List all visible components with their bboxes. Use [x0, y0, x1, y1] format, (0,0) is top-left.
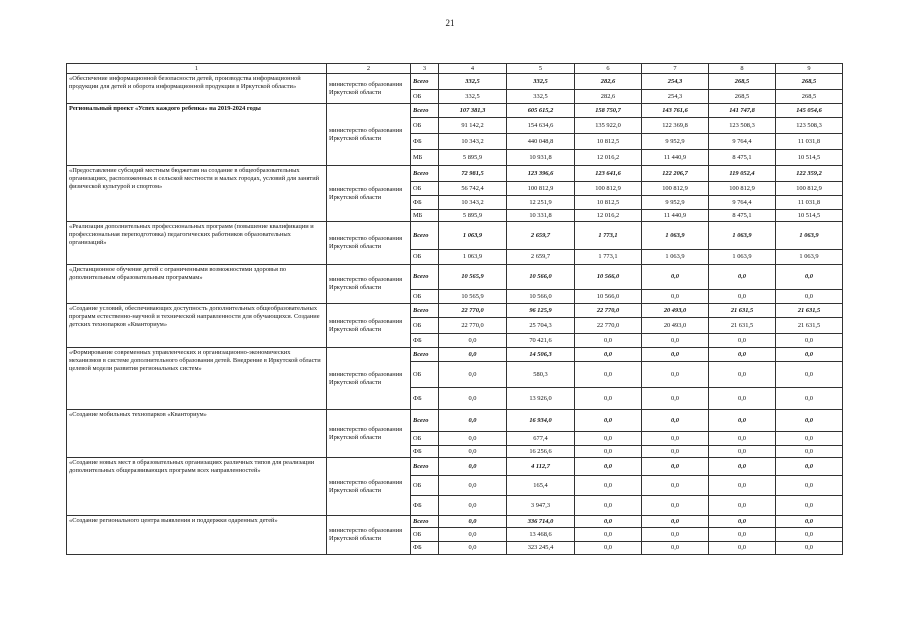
funding-source-cell: Всего [411, 166, 439, 182]
amount-cell: 9 764,4 [709, 196, 776, 210]
funding-source-cell: МБ [411, 210, 439, 222]
funding-source-cell: ФБ [411, 134, 439, 150]
amount-cell: 1 773,1 [575, 222, 642, 250]
amount-cell: 0,0 [439, 388, 507, 410]
amount-cell: 0,0 [776, 388, 843, 410]
amount-cell: 11 440,9 [642, 150, 709, 166]
amount-cell: 0,0 [439, 432, 507, 446]
executor-cell: министерство образования Иркутской области [327, 74, 411, 104]
amount-cell: 0,0 [709, 476, 776, 496]
amount-cell: 16 934,0 [507, 410, 575, 432]
amount-cell: 122 359,2 [776, 166, 843, 182]
amount-cell: 21 631,5 [776, 304, 843, 318]
funding-source-cell: Всего [411, 516, 439, 528]
amount-cell: 0,0 [709, 432, 776, 446]
amount-cell: 8 475,1 [709, 210, 776, 222]
program-name-cell: «Создание мобильных технопарков «Кванториум» [67, 410, 327, 458]
amount-cell: 0,0 [776, 290, 843, 304]
amount-cell: 0,0 [776, 528, 843, 542]
amount-cell: 4 112,7 [507, 458, 575, 476]
amount-cell: 0,0 [776, 446, 843, 458]
funding-source-cell: ФБ [411, 542, 439, 555]
amount-cell: 119 052,4 [709, 166, 776, 182]
amount-cell: 70 421,6 [507, 334, 575, 348]
amount-cell: 0,0 [575, 388, 642, 410]
amount-cell: 0,0 [439, 516, 507, 528]
amount-cell: 440 048,8 [507, 134, 575, 150]
amount-cell: 0,0 [709, 458, 776, 476]
amount-cell: 0,0 [575, 516, 642, 528]
amount-cell: 0,0 [439, 542, 507, 555]
amount-cell: 143 761,6 [642, 104, 709, 118]
funding-source-cell: Всего [411, 222, 439, 250]
amount-cell: 91 142,2 [439, 118, 507, 134]
amount-cell: 10 514,5 [776, 150, 843, 166]
amount-cell: 0,0 [776, 476, 843, 496]
executor-cell: министерство образования Иркутской области [327, 166, 411, 222]
column-header: 4 [439, 64, 507, 74]
amount-cell: 0,0 [439, 458, 507, 476]
funding-source-cell: Всего [411, 410, 439, 432]
amount-cell: 12 016,2 [575, 210, 642, 222]
amount-cell: 0,0 [776, 362, 843, 388]
funding-source-cell: ФБ [411, 196, 439, 210]
funding-source-cell: Всего [411, 265, 439, 290]
column-header: 6 [575, 64, 642, 74]
amount-cell: 21 631,5 [776, 318, 843, 334]
amount-cell: 0,0 [709, 388, 776, 410]
amount-cell: 1 063,9 [642, 250, 709, 265]
funding-source-cell: ОБ [411, 528, 439, 542]
amount-cell: 10 514,5 [776, 210, 843, 222]
amount-cell: 0,0 [642, 334, 709, 348]
amount-cell: 0,0 [642, 476, 709, 496]
amount-cell: 0,0 [439, 362, 507, 388]
amount-cell: 100 812,9 [709, 182, 776, 196]
amount-cell: 0,0 [709, 446, 776, 458]
amount-cell: 3 947,3 [507, 496, 575, 516]
amount-cell: 20 493,0 [642, 304, 709, 318]
table-row [67, 458, 843, 476]
program-name-cell: «Обеспечение информационной безопасности детей, производства информационной продукции для детей и оборота информационной продукции в Иркутской области» [67, 74, 327, 104]
executor-cell: министерство образования Иркутской области [327, 104, 411, 166]
executor-cell: министерство образования Иркутской области [327, 458, 411, 516]
amount-cell: 122 369,8 [642, 118, 709, 134]
column-header: 5 [507, 64, 575, 74]
amount-cell: 0,0 [642, 388, 709, 410]
amount-cell: 605 615,2 [507, 104, 575, 118]
program-name-cell: «Формирование современных управленческих и организационно-экономических механизмов в системе дополнительного образования детей. Внедрение в Иркутской области целевой модели развития региональных систем» [67, 348, 327, 410]
amount-cell: 1 063,9 [439, 222, 507, 250]
amount-cell: 100 812,9 [507, 182, 575, 196]
amount-cell: 13 926,0 [507, 388, 575, 410]
amount-cell: 123 396,6 [507, 166, 575, 182]
amount-cell: 332,5 [507, 74, 575, 90]
table-row [67, 104, 843, 118]
funding-source-cell: Всего [411, 104, 439, 118]
amount-cell: 96 125,9 [507, 304, 575, 318]
amount-cell: 323 245,4 [507, 542, 575, 555]
amount-cell: 56 742,4 [439, 182, 507, 196]
amount-cell: 0,0 [709, 528, 776, 542]
amount-cell: 165,4 [507, 476, 575, 496]
table-row [67, 222, 843, 250]
page-number: 21 [445, 18, 455, 28]
amount-cell: 107 381,3 [439, 104, 507, 118]
amount-cell: 0,0 [439, 348, 507, 362]
amount-cell: 0,0 [575, 496, 642, 516]
executor-cell: министерство образования Иркутской области [327, 265, 411, 304]
funding-source-cell: ОБ [411, 318, 439, 334]
amount-cell: 0,0 [776, 432, 843, 446]
amount-cell: 158 750,7 [575, 104, 642, 118]
amount-cell: 0,0 [439, 446, 507, 458]
amount-cell: 0,0 [642, 362, 709, 388]
amount-cell: 0,0 [709, 362, 776, 388]
amount-cell: 100 812,9 [575, 182, 642, 196]
amount-cell: 282,6 [575, 90, 642, 104]
amount-cell: 10 931,8 [507, 150, 575, 166]
amount-cell: 22 770,0 [439, 318, 507, 334]
amount-cell: 22 770,0 [575, 318, 642, 334]
column-header: 9 [776, 64, 843, 74]
funding-source-cell: ОБ [411, 250, 439, 265]
table-row [67, 410, 843, 432]
amount-cell: 123 508,3 [776, 118, 843, 134]
amount-cell: 0,0 [642, 265, 709, 290]
amount-cell: 0,0 [575, 410, 642, 432]
amount-cell: 0,0 [439, 334, 507, 348]
amount-cell: 0,0 [575, 432, 642, 446]
amount-cell: 16 256,6 [507, 446, 575, 458]
amount-cell: 13 468,6 [507, 528, 575, 542]
amount-cell: 141 747,8 [709, 104, 776, 118]
amount-cell: 0,0 [642, 432, 709, 446]
funding-source-cell: ОБ [411, 290, 439, 304]
amount-cell: 0,0 [776, 410, 843, 432]
amount-cell: 10 343,2 [439, 134, 507, 150]
amount-cell: 0,0 [776, 458, 843, 476]
column-header: 7 [642, 64, 709, 74]
executor-cell: министерство образования Иркутской области [327, 410, 411, 458]
table-row [67, 516, 843, 528]
executor-cell: министерство образования Иркутской области [327, 516, 411, 555]
amount-cell: 0,0 [642, 348, 709, 362]
executor-cell: министерство образования Иркутской области [327, 348, 411, 410]
funding-source-cell: ОБ [411, 476, 439, 496]
amount-cell: 0,0 [709, 516, 776, 528]
amount-cell: 1 773,1 [575, 250, 642, 265]
amount-cell: 10 566,0 [575, 290, 642, 304]
amount-cell: 10 565,9 [439, 265, 507, 290]
funding-source-cell: ОБ [411, 182, 439, 196]
amount-cell: 0,0 [575, 446, 642, 458]
amount-cell: 123 641,6 [575, 166, 642, 182]
amount-cell: 12 251,9 [507, 196, 575, 210]
amount-cell: 0,0 [642, 410, 709, 432]
amount-cell: 14 506,3 [507, 348, 575, 362]
funding-source-cell: Всего [411, 304, 439, 318]
amount-cell: 5 895,9 [439, 210, 507, 222]
funding-source-cell: ОБ [411, 90, 439, 104]
amount-cell: 0,0 [439, 410, 507, 432]
amount-cell: 0,0 [776, 496, 843, 516]
amount-cell: 122 206,7 [642, 166, 709, 182]
table-row [67, 265, 843, 290]
amount-cell: 677,4 [507, 432, 575, 446]
amount-cell: 0,0 [709, 542, 776, 555]
amount-cell: 11 440,9 [642, 210, 709, 222]
amount-cell: 254,3 [642, 90, 709, 104]
amount-cell: 268,5 [776, 90, 843, 104]
amount-cell: 0,0 [642, 528, 709, 542]
amount-cell: 10 343,2 [439, 196, 507, 210]
amount-cell: 10 566,0 [507, 290, 575, 304]
amount-cell: 0,0 [776, 516, 843, 528]
amount-cell: 0,0 [439, 476, 507, 496]
amount-cell: 10 566,0 [507, 265, 575, 290]
amount-cell: 1 063,9 [709, 222, 776, 250]
funding-source-cell: ФБ [411, 334, 439, 348]
amount-cell: 268,5 [709, 90, 776, 104]
executor-cell: министерство образования Иркутской области [327, 222, 411, 265]
program-name-cell: «Создание новых мест в образовательных организациях различных типов для реализации дополнительных общеразвивающих программ всех направленностей» [67, 458, 327, 516]
amount-cell: 21 631,5 [709, 304, 776, 318]
amount-cell: 268,5 [776, 74, 843, 90]
amount-cell: 11 031,8 [776, 196, 843, 210]
amount-cell: 0,0 [642, 496, 709, 516]
funding-source-cell: ОБ [411, 118, 439, 134]
amount-cell: 10 565,9 [439, 290, 507, 304]
amount-cell: 10 566,0 [575, 265, 642, 290]
amount-cell: 254,3 [642, 74, 709, 90]
amount-cell: 0,0 [776, 265, 843, 290]
program-name-cell: «Реализация дополнительных профессиональных программ (повышение квалификации и профессиональная переподготовка) педагогических работников образовательных организаций» [67, 222, 327, 265]
budget-table [66, 63, 843, 555]
amount-cell: 25 704,3 [507, 318, 575, 334]
amount-cell: 332,5 [507, 90, 575, 104]
amount-cell: 1 063,9 [439, 250, 507, 265]
funding-source-cell: ОБ [411, 432, 439, 446]
amount-cell: 0,0 [642, 446, 709, 458]
table-row [67, 348, 843, 362]
column-header: 3 [411, 64, 439, 74]
amount-cell: 0,0 [575, 528, 642, 542]
funding-source-cell: ОБ [411, 362, 439, 388]
amount-cell: 332,5 [439, 90, 507, 104]
amount-cell: 268,5 [709, 74, 776, 90]
column-header: 2 [327, 64, 411, 74]
amount-cell: 0,0 [439, 528, 507, 542]
amount-cell: 0,0 [439, 496, 507, 516]
funding-source-cell: Всего [411, 348, 439, 362]
amount-cell: 332,5 [439, 74, 507, 90]
amount-cell: 0,0 [709, 348, 776, 362]
header-row [67, 64, 843, 74]
amount-cell: 11 031,8 [776, 134, 843, 150]
amount-cell: 336 714,0 [507, 516, 575, 528]
amount-cell: 9 764,4 [709, 134, 776, 150]
table-row [67, 166, 843, 182]
program-name-cell: «Создание регионального центра выявления и поддержки одаренных детей» [67, 516, 327, 555]
amount-cell: 10 812,5 [575, 134, 642, 150]
table-row [67, 74, 843, 90]
program-name-cell: Региональный проект «Успех каждого ребенка» на 2019-2024 годы [67, 104, 327, 166]
column-header: 1 [67, 64, 327, 74]
amount-cell: 0,0 [709, 334, 776, 348]
amount-cell: 5 895,9 [439, 150, 507, 166]
amount-cell: 0,0 [642, 542, 709, 555]
amount-cell: 100 812,9 [776, 182, 843, 196]
amount-cell: 154 634,6 [507, 118, 575, 134]
amount-cell: 9 952,9 [642, 134, 709, 150]
amount-cell: 0,0 [776, 542, 843, 555]
funding-source-cell: ФБ [411, 388, 439, 410]
program-name-cell: «Создание условий, обеспечивающих доступность дополнительных общеобразовательных программ естественно-научной и технической направленности для обучающихся. Создание детских технопарков «Кванториум» [67, 304, 327, 348]
amount-cell: 0,0 [709, 496, 776, 516]
amount-cell: 2 659,7 [507, 250, 575, 265]
amount-cell: 10 331,8 [507, 210, 575, 222]
amount-cell: 0,0 [575, 348, 642, 362]
program-name-cell: «Дистанционное обучение детей с ограниченными возможностями здоровья по дополнительным образовательным программам» [67, 265, 327, 304]
funding-source-cell: ФБ [411, 446, 439, 458]
amount-cell: 282,6 [575, 74, 642, 90]
funding-source-cell: ФБ [411, 496, 439, 516]
amount-cell: 0,0 [642, 458, 709, 476]
amount-cell: 0,0 [709, 410, 776, 432]
amount-cell: 21 631,5 [709, 318, 776, 334]
amount-cell: 72 981,5 [439, 166, 507, 182]
amount-cell: 0,0 [709, 290, 776, 304]
amount-cell: 580,3 [507, 362, 575, 388]
amount-cell: 22 770,0 [439, 304, 507, 318]
amount-cell: 22 770,0 [575, 304, 642, 318]
funding-source-cell: Всего [411, 458, 439, 476]
column-header: 8 [709, 64, 776, 74]
amount-cell: 135 922,0 [575, 118, 642, 134]
program-name-cell: «Предоставление субсидий местным бюджетам на создание в общеобразовательных организациях, расположенных в сельской местности и малых городах, условий для занятий физической культурой и спортом» [67, 166, 327, 222]
amount-cell: 1 063,9 [776, 222, 843, 250]
amount-cell: 0,0 [642, 290, 709, 304]
amount-cell: 0,0 [575, 476, 642, 496]
amount-cell: 0,0 [776, 334, 843, 348]
amount-cell: 9 952,9 [642, 196, 709, 210]
amount-cell: 100 812,9 [642, 182, 709, 196]
amount-cell: 123 508,3 [709, 118, 776, 134]
amount-cell: 1 063,9 [642, 222, 709, 250]
amount-cell: 12 016,2 [575, 150, 642, 166]
amount-cell: 0,0 [575, 362, 642, 388]
amount-cell: 20 493,0 [642, 318, 709, 334]
amount-cell: 145 054,6 [776, 104, 843, 118]
amount-cell: 8 475,1 [709, 150, 776, 166]
amount-cell: 0,0 [776, 348, 843, 362]
amount-cell: 0,0 [575, 542, 642, 555]
amount-cell: 2 659,7 [507, 222, 575, 250]
amount-cell: 1 063,9 [776, 250, 843, 265]
amount-cell: 1 063,9 [709, 250, 776, 265]
amount-cell: 0,0 [709, 265, 776, 290]
executor-cell: министерство образования Иркутской области [327, 304, 411, 348]
funding-source-cell: МБ [411, 150, 439, 166]
amount-cell: 0,0 [642, 516, 709, 528]
amount-cell: 10 812,5 [575, 196, 642, 210]
amount-cell: 0,0 [575, 458, 642, 476]
amount-cell: 0,0 [575, 334, 642, 348]
funding-source-cell: Всего [411, 74, 439, 90]
table-row [67, 304, 843, 318]
